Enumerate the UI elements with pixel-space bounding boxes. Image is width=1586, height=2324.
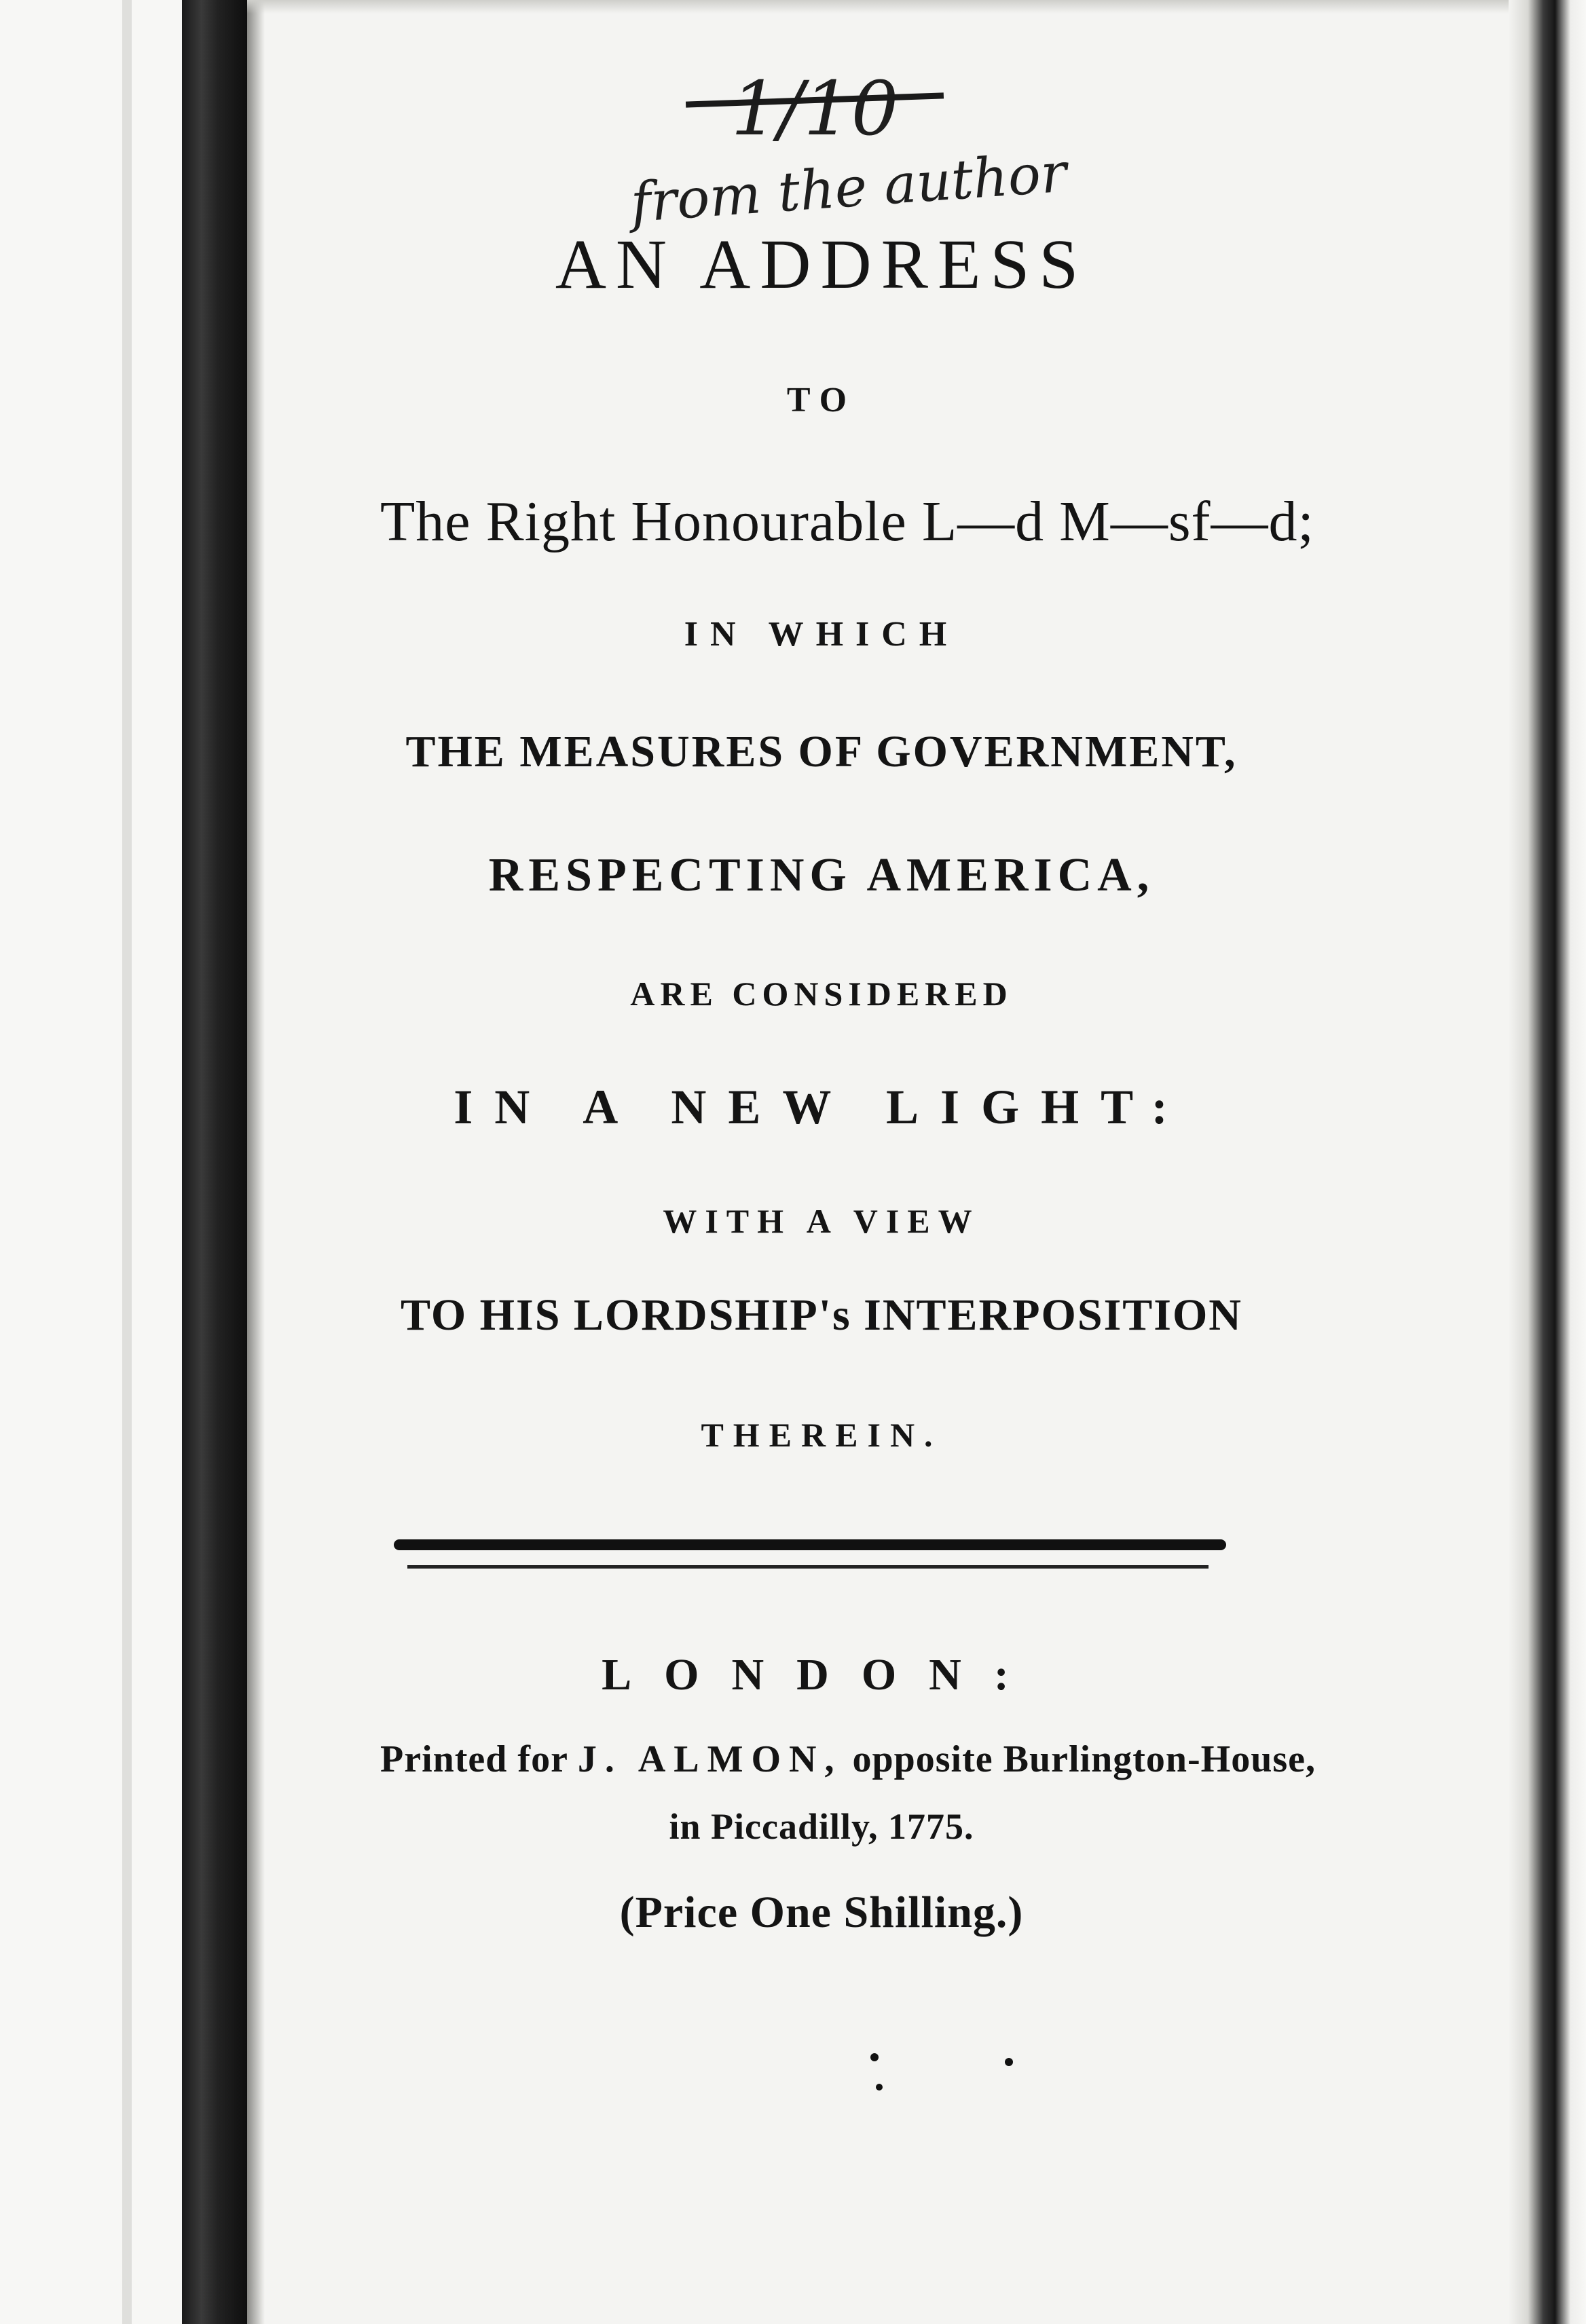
thick-rule	[394, 1539, 1226, 1550]
crossed-out-number: 1/10	[731, 65, 899, 152]
ink-speck	[876, 2084, 883, 2091]
therein-line: THEREIN.	[701, 1416, 942, 1454]
facing-page-edge	[0, 0, 182, 2324]
imprint-city: LONDON:	[602, 1650, 1041, 1700]
title-to: TO	[786, 381, 857, 419]
gutter-shadow	[247, 0, 265, 2324]
measures-line: THE MEASURES OF GOVERNMENT,	[405, 727, 1238, 776]
main-title: AN ADDRESS	[555, 225, 1088, 303]
printer-name: J. ALMON,	[577, 1738, 843, 1780]
imprint-place-date: in Piccadilly, 1775.	[669, 1806, 974, 1847]
printer-location: opposite Burlington-House,	[852, 1738, 1316, 1780]
with-view-line: WITH A VIEW	[663, 1202, 980, 1240]
new-light-line: IN A NEW LIGHT:	[454, 1080, 1190, 1134]
ink-speck	[1005, 2058, 1013, 2066]
thin-rule	[407, 1565, 1209, 1569]
interposition-line: TO HIS LORDSHIP's INTERPOSITION	[401, 1290, 1242, 1340]
ink-speck	[870, 2053, 879, 2061]
page-top-edge	[247, 0, 1510, 14]
inscription: from the author	[628, 140, 1069, 235]
addressee-line: The Right Honourable L—d M—sf—d;	[380, 490, 1314, 553]
page-right-edge	[1509, 0, 1586, 2324]
considered-line: ARE CONSIDERED	[630, 975, 1013, 1013]
printed-for-text: Printed for	[380, 1738, 568, 1780]
in-which-line: IN WHICH	[684, 615, 959, 654]
handwritten-annotation	[380, 64, 1263, 235]
binding-gutter	[182, 0, 247, 2324]
imprint-printer-line	[380, 1738, 1316, 1781]
respecting-line: RESPECTING AMERICA,	[488, 849, 1155, 901]
price-line: (Price One Shilling.)	[619, 1888, 1024, 1937]
